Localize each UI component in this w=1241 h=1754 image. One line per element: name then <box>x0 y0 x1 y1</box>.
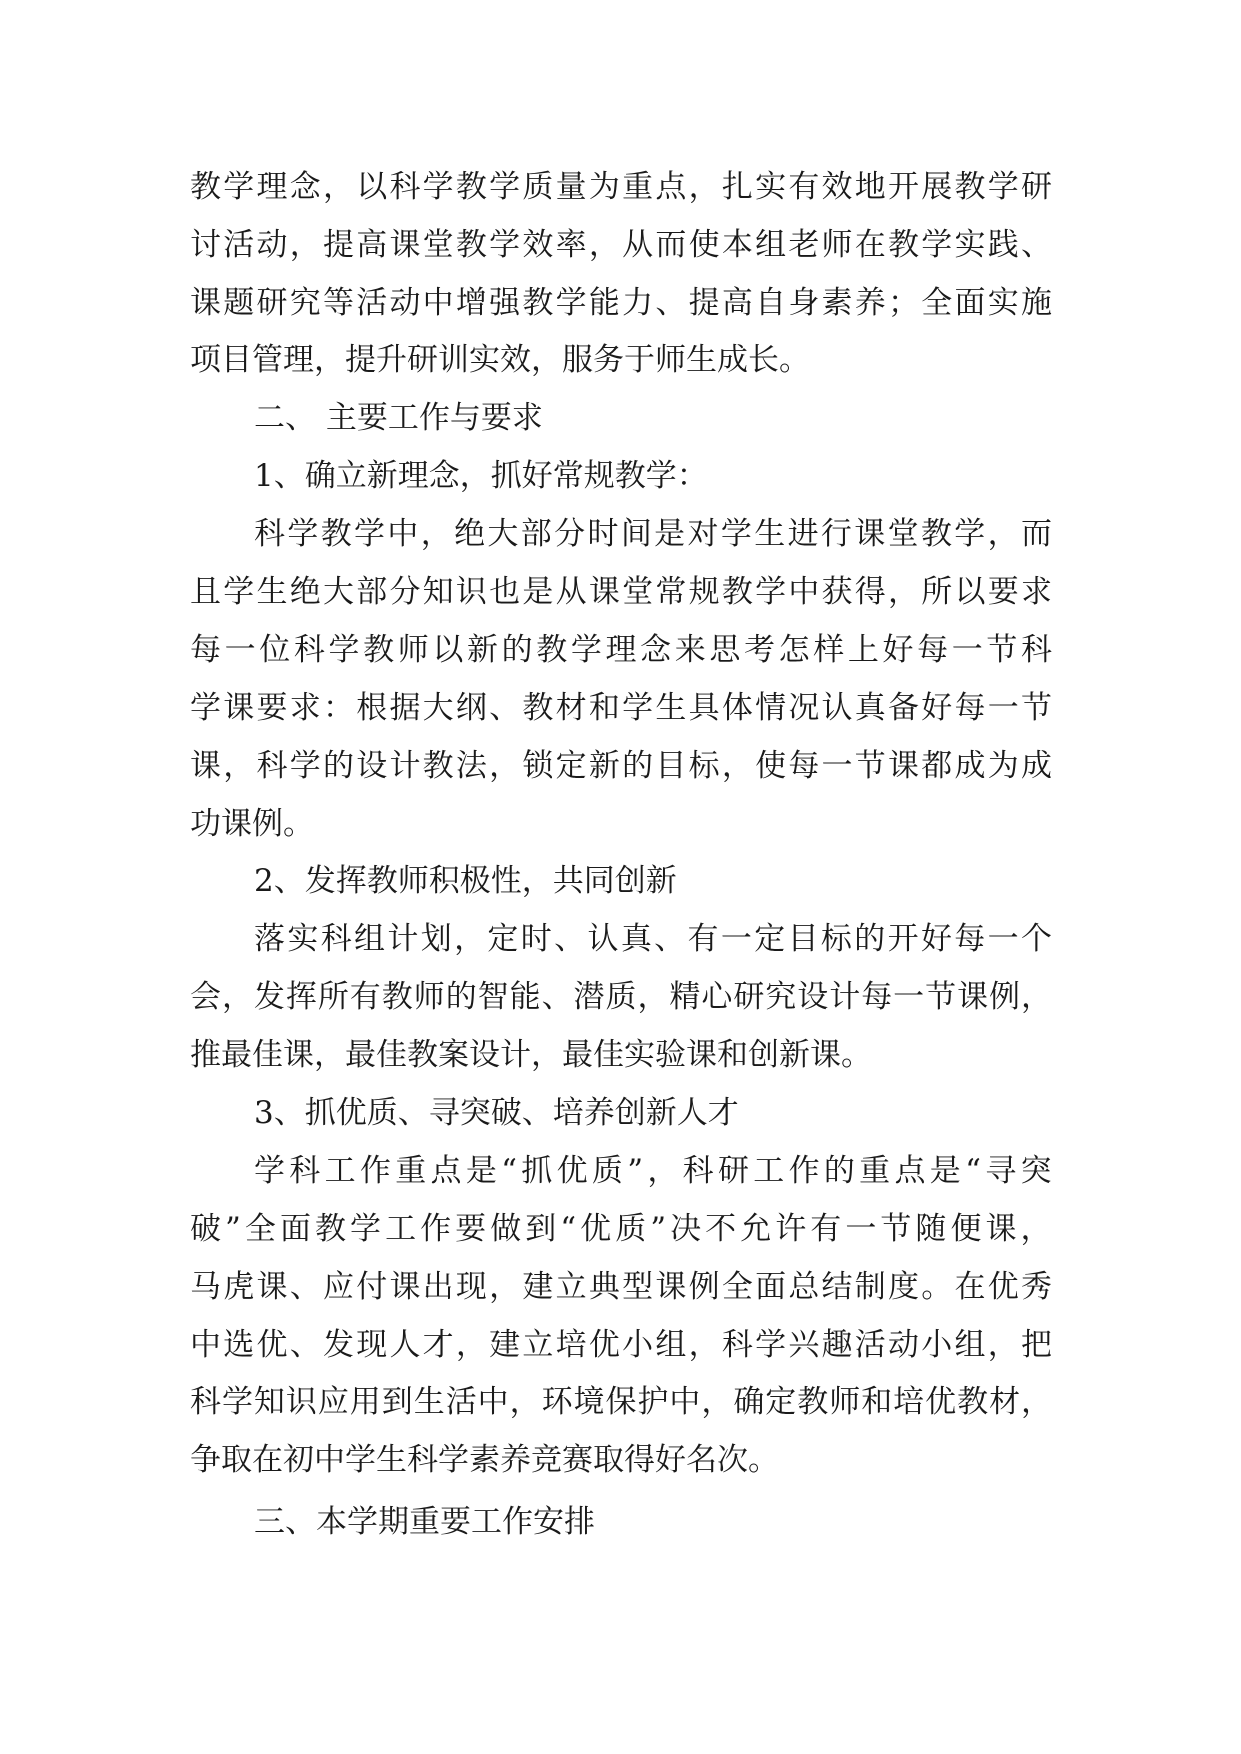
subsection-heading: 2、发挥教师积极性，共同创新 <box>254 863 677 899</box>
text-line: 科学知识应用到生活中，环境保护中，确定教师和培优教材， <box>190 1384 1053 1420</box>
text-line: 中选优、发现人才，建立培优小组，科学兴趣活动小组，把 <box>190 1327 1055 1363</box>
text-line: 落实科组计划，定时、认真、有一定目标的开好每一个 <box>254 921 1055 957</box>
subsection-heading: 1、确立新理念，抓好常规教学： <box>254 458 708 494</box>
text-line: 推最佳课，最佳教案设计，最佳实验课和创新课。 <box>190 1037 872 1073</box>
text-line: 争取在初中学生科学素养竞赛取得好名次。 <box>190 1442 779 1478</box>
text-line: 且学生绝大部分知识也是从课堂常规教学中获得，所以要求 <box>190 574 1055 610</box>
text-line: 功课例。 <box>190 806 314 842</box>
text-line: 项目管理，提升研训实效，服务于师生成长。 <box>190 342 810 378</box>
text-line: 学课要求：根据大纲、教材和学生具体情况认真备好每一节 <box>190 690 1055 726</box>
text-line: 课题研究等活动中增强教学能力、提高自身素养；全面实施 <box>190 285 1055 321</box>
text-line: 会，发挥所有教师的智能、潜质，精心研究设计每一节课例， <box>190 979 1053 1015</box>
text-line: 每一位科学教师以新的教学理念来思考怎样上好每一节科 <box>190 632 1056 668</box>
text-line: 讨活动，提高课堂教学效率，从而使本组老师在教学实践、 <box>190 227 1055 263</box>
text-line: 破”全面教学工作要做到“优质”决不允许有一节随便课， <box>190 1211 1056 1247</box>
text-line: 教学理念，以科学教学质量为重点，扎实有效地开展教学研 <box>190 169 1055 205</box>
text-line: 马虎课、应付课出现，建立典型课例全面总结制度。在优秀 <box>190 1269 1055 1305</box>
text-line: 科学教学中，绝大部分时间是对学生进行课堂教学，而 <box>254 516 1055 552</box>
section-heading: 二、 主要工作与要求 <box>254 400 543 436</box>
subsection-heading: 3、抓优质、寻突破、培养创新人才 <box>254 1095 739 1131</box>
text-line: 课，科学的设计教法，锁定新的目标，使每一节课都成为成 <box>190 748 1055 784</box>
text-line: 学科工作重点是“抓优质”，科研工作的重点是“寻突 <box>254 1153 1056 1189</box>
section-heading: 三、本学期重要工作安排 <box>254 1504 595 1540</box>
